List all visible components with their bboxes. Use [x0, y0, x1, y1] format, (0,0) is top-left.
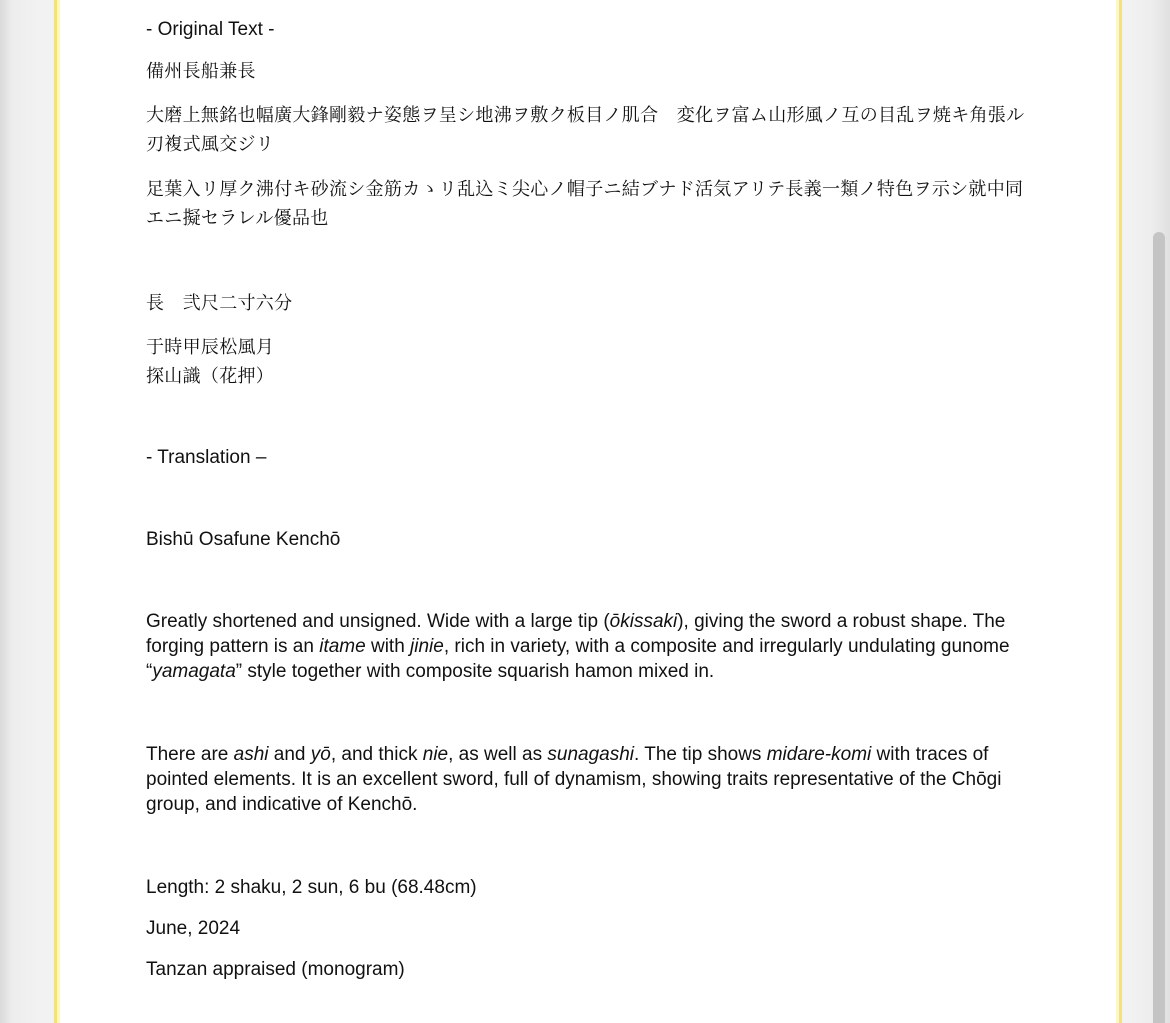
jp-date: 于時甲辰松風月 — [146, 337, 275, 358]
en-p2-term-4: sunagashi — [547, 744, 634, 765]
vertical-scrollbar[interactable] — [1148, 0, 1170, 1023]
en-p2-text-5: . The tip shows — [634, 744, 767, 765]
en-p1-text-5: ” style together with composite squarish hamon mixed in. — [235, 661, 715, 682]
en-p2-term-5: midare-komi — [766, 744, 872, 765]
en-paragraph-1 — [146, 609, 1026, 684]
original-text-heading: - Original Text - — [146, 19, 275, 40]
document-page — [54, 0, 1122, 1023]
en-p1-text-4: , rich in variety, with a composite and irregularly undulating gunome “ — [146, 636, 1010, 682]
jp-length: 長 弐尺二寸六分 — [146, 293, 293, 314]
jp-appraiser: 探山識（花押） — [146, 366, 275, 387]
en-p1-term-4: yamagata — [152, 661, 236, 682]
en-title: Bishū Osafune Kenchō — [146, 529, 341, 550]
jp-paragraph-2: 足葉入リ厚ク沸付キ砂流シ金筋カゝリ乱込ミ尖心ノ帽子ニ結ブナド活気アリテ長義一類ノ特色ヲ示シ就中同エニ擬セラレル優品也 — [146, 179, 1024, 229]
en-p2-text-3: , and thick — [330, 744, 423, 765]
en-p2-text-4: , as well as — [448, 744, 548, 765]
en-p2-text-6: with traces of pointed elements. It is an excellent sword, full of dynamism, showing traits representative of the Chōgi group, and indicative of Kenchō. — [146, 744, 1002, 815]
en-p2-term-3: nie — [422, 744, 449, 765]
en-p1-term-2: itame — [319, 636, 366, 657]
en-p1-text-2: ), giving the sword a robust shape. The forging pattern is an — [146, 611, 1006, 657]
en-p1-text-3: with — [365, 636, 411, 657]
en-p1-term-1: ōkissaki — [609, 611, 678, 632]
en-p2-text-2: and — [268, 744, 311, 765]
translation-heading: - Translation – — [146, 447, 267, 468]
en-length: Length: 2 shaku, 2 sun, 6 bu (68.48cm) — [146, 877, 477, 898]
jp-paragraph-1: 大磨上無銘也幅廣大鋒剛毅ナ姿態ヲ呈シ地沸ヲ敷ク板目ノ肌合 変化ヲ富ム山形風ノ互の目乱ヲ焼キ角張ル刃複式風交ジリ — [146, 105, 1025, 155]
en-p1-text-1: Greatly shortened and unsigned. Wide with a large tip ( — [146, 611, 610, 632]
en-date: June, 2024 — [146, 918, 241, 939]
jp-title: 備州長船兼長 — [146, 61, 256, 82]
en-p1-term-3: jinie — [410, 636, 444, 657]
en-p2-term-1: ashi — [233, 744, 269, 765]
scrollbar-thumb[interactable] — [1153, 232, 1165, 1023]
en-p2-term-2: yō — [310, 744, 331, 765]
en-paragraph-2 — [146, 742, 1026, 817]
en-p2-text-1: There are — [146, 744, 234, 765]
en-appraiser: Tanzan appraised (monogram) — [146, 959, 405, 980]
